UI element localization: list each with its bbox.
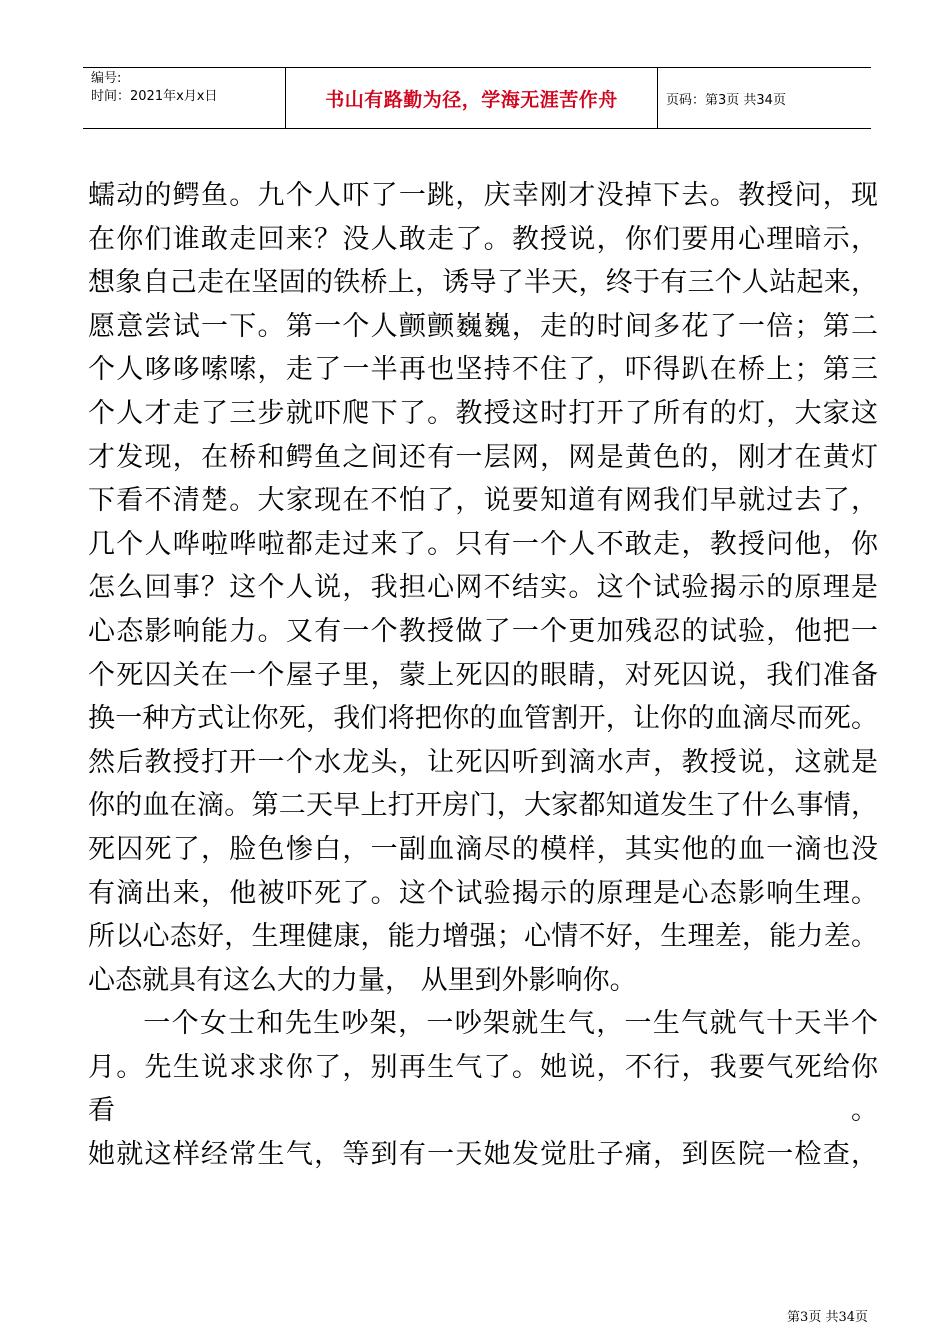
header-page-cell [658, 68, 871, 128]
header-motto-cell [286, 68, 658, 128]
text-line: 愿意尝试一下。第一个人颤颤巍巍，走的时间多花了一倍；第二 [88, 310, 878, 342]
text-line: 你的血在滴。第二天早上打开房门，大家都知道发生了什么事情， [88, 790, 878, 822]
text-line: 有滴出来，他被吓死了。这个试验揭示的原理是心态影响生理。 [88, 877, 878, 909]
text-line-indented [88, 1002, 878, 1046]
text-line: 下看不清楚。大家现在不怕了，说要知道有网我们早就过去了， [88, 485, 878, 517]
text-line: 月。先生说求求你了，别再生气了。她说，不行，我要气死给你看。 [88, 1051, 878, 1127]
text-line: 她就这样经常生气，等到有一天她发觉肚子痛，到医院一检查， [88, 1139, 878, 1171]
text-line: 所以心态好，生理健康，能力增强；心情不好，生理差，能力差。 [88, 921, 878, 953]
text-line: 在你们谁敢走回来？没人敢走了。教授说，你们要用心理暗示， [88, 223, 878, 255]
text-line: 然后教授打开一个水龙头，让死囚听到滴水声，教授说，这就是 [88, 746, 878, 778]
text-line: 个死囚关在一个屋子里，蒙上死囚的眼睛，对死囚说，我们准备 [88, 659, 878, 691]
text-line: 个人哆哆嗦嗦，走了一半再也坚持不住了，吓得趴在桥上；第三 [88, 354, 878, 386]
paragraph-2 [88, 1002, 878, 1176]
text-line: 心态影响能力。又有一个教授做了一个更加残忍的试验，他把一 [88, 615, 878, 647]
paragraph-1 [88, 174, 878, 1002]
text-line: 一个女士和先生吵架，一吵架就生气，一生气就气十天半个 [142, 1008, 878, 1040]
document-time-label: 时间：2021年x月x日 [91, 89, 218, 104]
text-line: 几个人哗啦哗啦都走过来了。只有一个人不敢走，教授问他，你 [88, 528, 878, 560]
header-motto: 书山有路勤为径，学海无涯苦作舟 [325, 88, 618, 111]
document-body [88, 174, 878, 1177]
text-line: 换一种方式让你死，我们将把你的血管割开，让你的血滴尽而死。 [88, 703, 878, 735]
document-number-label: 编号: [91, 71, 122, 86]
header-meta-cell [83, 68, 286, 128]
text-line: 想象自己走在坚固的铁桥上，诱导了半天，终于有三个人站起来， [88, 267, 878, 299]
text-line: 心态就具有这么大的力量， 从里到外影响你。 [88, 964, 637, 996]
text-line: 才发现，在桥和鳄鱼之间还有一层网，网是黄色的，刚才在黄灯 [88, 441, 878, 473]
header-page-info: 页码：第3页 共34页 [666, 92, 786, 108]
text-line: 怎么回事？这个人说，我担心网不结实。这个试验揭示的原理是 [88, 572, 878, 604]
text-line: 个人才走了三步就吓爬下了。教授这时打开了所有的灯，大家这 [88, 397, 878, 429]
text-line: 死囚死了，脸色惨白，一副血滴尽的模样，其实他的血一滴也没 [88, 833, 878, 865]
page-footer: 第3页 共34页 [787, 1310, 868, 1325]
page-header [83, 67, 871, 129]
text-line: 蠕动的鳄鱼。九个人吓了一跳，庆幸刚才没掉下去。教授问，现 [88, 180, 878, 211]
